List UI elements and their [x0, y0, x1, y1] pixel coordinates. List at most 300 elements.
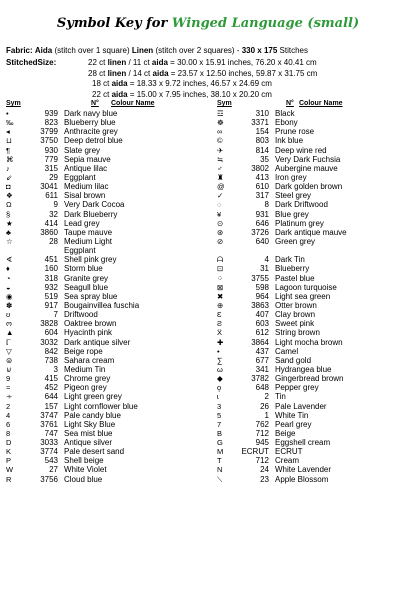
size-count: 28 ct [88, 68, 106, 78]
key-floss-number: 842 [44, 346, 58, 356]
key-row [6, 420, 206, 429]
key-symbol: ⇙ [6, 172, 13, 182]
key-row [217, 182, 412, 191]
key-floss-number: 3756 [40, 474, 58, 484]
stitched-size-label: StitchedSize: [6, 58, 57, 67]
key-colour-name: Black [275, 109, 295, 118]
key-floss-number: 8 [264, 200, 269, 210]
key-row [6, 328, 206, 337]
size-fab: aida [111, 89, 128, 99]
stitched-size-row [92, 79, 272, 89]
key-colour-name: Steel grey [275, 191, 312, 201]
key-floss-number: 712 [255, 456, 269, 466]
key-colour-name: Very Dark Fuchsia [275, 154, 341, 164]
key-symbol: Ƨ [217, 319, 223, 329]
key-floss-number: 3774 [40, 447, 58, 457]
key-symbol: Ω [6, 200, 12, 210]
key-symbol: ∻ [6, 392, 13, 402]
key-floss-number: 3864 [251, 337, 269, 347]
key-row [6, 155, 206, 164]
key-symbol: N [217, 465, 223, 475]
key-colour-name: Seagull blue [64, 282, 109, 292]
key-floss-number: 28 [49, 236, 58, 246]
key-colour-name: Cloud blue [64, 474, 103, 484]
key-colour-name: Platinum grey [275, 218, 324, 228]
key-colour-name: Blueberry [275, 264, 310, 274]
stitched-size-row [88, 69, 317, 79]
key-symbol: ᗩ [217, 255, 224, 265]
key-symbol: ◔ [6, 273, 11, 283]
key-symbol: Ẍ [217, 328, 223, 338]
size-mid: / 11 ct [128, 58, 150, 67]
key-symbol: ♜ [217, 172, 224, 182]
key-floss-number: 415 [44, 374, 58, 384]
key-symbol: 2 [6, 401, 11, 411]
key-symbol: ♦ [6, 264, 10, 274]
key-symbol: ✈ [217, 145, 224, 155]
key-colour-name: Shell pink grey [64, 255, 117, 265]
key-floss-number: 3863 [251, 300, 269, 310]
key-symbol: ⊔ [6, 136, 12, 146]
key-row [6, 411, 206, 420]
key-floss-number: 930 [44, 145, 58, 155]
key-floss-number: 3371 [251, 118, 269, 128]
key-row [6, 292, 206, 301]
key-row [6, 429, 206, 438]
size-mid: / 14 ct [128, 68, 151, 78]
key-row [6, 374, 206, 383]
key-symbol: ო [6, 319, 12, 329]
key-colour-name: Light Sky Blue [64, 419, 116, 429]
key-symbol: ✖ [217, 291, 224, 301]
key-floss-number: 315 [44, 163, 58, 173]
key-floss-number: 814 [255, 145, 269, 155]
key-floss-number: 413 [255, 172, 269, 182]
key-symbol: ◉ [6, 291, 13, 301]
key-row [217, 328, 412, 337]
key-row [217, 228, 412, 237]
key-colour-name: Otter brown [275, 300, 317, 310]
key-colour-name [275, 246, 412, 255]
key-colour-name: Sand gold [275, 355, 312, 365]
key-row [217, 246, 412, 255]
key-colour-name: Light cornflower blue [64, 401, 138, 411]
key-floss-number: 160 [44, 264, 58, 274]
size-fab: aida [111, 79, 128, 88]
key-row [217, 274, 412, 283]
key-colour-name: Bougainvillea fuschia [64, 300, 140, 310]
key-floss-number: 3782 [251, 374, 269, 384]
fabric-aida-note: (stitch over 1 square) [54, 46, 130, 55]
header-sym-left: Sym [6, 100, 21, 107]
key-colour-name: ECRUT [275, 447, 303, 457]
key-symbol: ∑ [217, 355, 223, 365]
key-row [217, 210, 412, 219]
key-symbol: ❖ [6, 191, 13, 201]
key-symbol: ✚ [217, 337, 224, 347]
key-floss-number: 964 [255, 291, 269, 301]
key-row [217, 356, 412, 365]
key-row [217, 475, 412, 484]
key-symbol: ≒ [217, 154, 224, 164]
key-floss-number: 543 [44, 456, 58, 466]
key-colour-name: Anthracite grey [64, 127, 118, 137]
key-colour-name: Medium Tin [64, 364, 106, 374]
key-colour-name: Camel [275, 346, 299, 356]
key-row [217, 465, 412, 474]
key-colour-name: Deep detrol blue [64, 136, 123, 146]
key-colour-name: Chrome grey [64, 374, 111, 384]
key-floss-number: 452 [44, 383, 58, 393]
size-fab: linen [107, 58, 127, 67]
key-symbol: ℾ [6, 337, 11, 347]
key-colour-name: Dark golden brown [275, 182, 343, 192]
header-name-left: Colour Name [111, 100, 155, 107]
key-floss-number: 157 [44, 401, 58, 411]
key-symbol: ≈ [6, 383, 11, 393]
key-colour-name: Sweet pink [275, 319, 315, 329]
fabric-label: Fabric: [6, 46, 33, 55]
key-row [6, 475, 206, 484]
key-row [6, 109, 206, 118]
key-row [6, 118, 206, 127]
key-symbol: ⊜ [6, 355, 13, 365]
key-colour-name: Pale desert sand [64, 447, 125, 457]
key-row [217, 283, 412, 292]
key-row [217, 301, 412, 310]
key-symbol: ǫ [217, 383, 222, 393]
key-row [217, 411, 412, 420]
key-floss-number: ECRUT [241, 447, 269, 457]
key-floss-number: 646 [255, 218, 269, 228]
key-floss-number: 823 [44, 118, 58, 128]
header-num-right: N° [286, 100, 294, 107]
key-symbol: ¶ [6, 145, 11, 155]
key-symbol: 8 [6, 428, 11, 438]
key-floss-number: 945 [255, 438, 269, 448]
key-floss-number: 1 [264, 410, 269, 420]
key-floss-number: 603 [255, 319, 269, 329]
stitch-count-label: Stitches [279, 46, 308, 55]
key-floss-number: 610 [255, 182, 269, 192]
key-colour-name: Light green grey [64, 392, 122, 402]
key-column-right [217, 109, 412, 484]
key-symbol: 3 [217, 401, 222, 411]
key-symbol: 9 [6, 374, 11, 384]
key-symbol: 4 [6, 410, 11, 420]
key-colour-name: Hydrangea blue [275, 364, 332, 374]
key-symbol: Ɛ [217, 310, 222, 320]
key-floss-number: 23 [260, 474, 269, 484]
key-floss-number: 648 [255, 383, 269, 393]
key-floss-number: 7 [53, 310, 58, 320]
key-symbol [6, 246, 26, 255]
key-symbol: G [217, 438, 223, 448]
key-floss-number: 779 [44, 154, 58, 164]
key-colour-name: Pale Lavender [275, 401, 327, 411]
key-colour-name: White Tin [275, 410, 309, 420]
key-colour-name: Blueberry blue [64, 118, 116, 128]
key-colour-name: Taupe mauve [64, 227, 113, 237]
size-fab2: aida [152, 68, 169, 78]
key-colour-name: Sea spray blue [64, 291, 118, 301]
key-row [6, 191, 206, 200]
key-symbol: 7 [217, 419, 222, 429]
key-colour-name: Hyacinth pink [64, 328, 113, 338]
key-floss-number: 3802 [251, 163, 269, 173]
key-symbol: ∢ [6, 255, 13, 265]
header-num-left: N° [91, 100, 99, 107]
key-floss-number: 451 [44, 255, 58, 265]
key-symbol: P [6, 456, 12, 466]
key-row [6, 465, 206, 474]
key-colour-name: Oaktree brown [64, 319, 117, 329]
stitched-size-row [92, 90, 272, 100]
key-colour-name: Storm blue [64, 264, 103, 274]
key-symbol: • [6, 109, 9, 118]
key-row [6, 383, 206, 392]
key-symbol: ⟍ [217, 474, 223, 484]
key-colour-name: Clay brown [275, 310, 316, 320]
size-dims: = 23.57 x 12.50 inches, 59.87 x 31.75 cm [170, 68, 318, 78]
key-floss-number: 3755 [251, 273, 269, 283]
key-row [6, 365, 206, 374]
key-symbol: @ [217, 182, 225, 192]
key-colour-name: Eggshell cream [275, 438, 331, 448]
stitch-count: 330 x 175 [241, 46, 278, 55]
key-colour-name: Antique lilac [64, 163, 108, 173]
key-colour-name: Shell beige [64, 456, 104, 466]
key-floss-number: 3033 [40, 438, 58, 448]
key-colour-name: Sisal brown [64, 191, 106, 201]
key-row [6, 402, 206, 411]
key-symbol: ω [217, 364, 223, 374]
key-row [217, 146, 412, 155]
key-floss-number: 310 [255, 109, 269, 118]
key-row [217, 191, 412, 200]
key-row [217, 127, 412, 136]
key-floss-number [237, 246, 275, 255]
key-colour-name: Slate grey [64, 145, 101, 155]
key-symbol: ⁘ [217, 273, 224, 283]
key-colour-name: Tin [275, 392, 286, 402]
key-floss-number: 598 [255, 282, 269, 292]
key-row [6, 164, 206, 173]
key-colour-name: Sahara cream [64, 355, 115, 365]
key-symbol: ⊍ [6, 364, 12, 374]
key-row [217, 155, 412, 164]
key-floss-number: 3799 [40, 127, 58, 137]
key-symbol: ɩ [217, 392, 219, 402]
key-floss-number: 803 [255, 136, 269, 146]
key-colour-name: Lead grey [64, 218, 100, 228]
key-symbol: ♣ [6, 227, 11, 237]
key-row [217, 456, 412, 465]
key-symbol: 6 [6, 419, 11, 429]
page-title [0, 15, 416, 31]
key-row [217, 264, 412, 273]
key-row [6, 200, 206, 209]
key-row [6, 447, 206, 456]
fabric-linen-note: (stitch over 2 squares) - [155, 46, 240, 55]
key-floss-number: 437 [255, 346, 269, 356]
key-symbol: ⊠ [217, 282, 224, 292]
key-floss-number: 32 [49, 209, 58, 219]
key-colour-name: Dark Tin [275, 255, 305, 265]
key-floss-number: 604 [44, 328, 58, 338]
key-floss-number: 644 [44, 392, 58, 402]
key-row [6, 219, 206, 228]
size-dims: = 30.00 x 15.91 inches, 76.20 x 40.41 cm [170, 58, 317, 67]
key-floss-number: 932 [44, 282, 58, 292]
key-floss-number: 939 [44, 109, 58, 118]
key-row [217, 338, 412, 347]
key-row [6, 136, 206, 145]
key-row [217, 383, 412, 392]
key-symbol: T [217, 456, 222, 466]
key-row [217, 438, 412, 447]
key-symbol: ⊙ [217, 218, 224, 228]
key-row [6, 182, 206, 191]
key-row [6, 246, 206, 255]
fabric-aida: Aida [34, 46, 53, 55]
key-colour-name: Ink blue [275, 136, 304, 146]
key-colour-name: Medium lilac [64, 182, 109, 192]
key-row [217, 319, 412, 328]
key-row [6, 127, 206, 136]
fabric-linen: Linen [131, 46, 154, 55]
key-floss-number: 519 [44, 291, 58, 301]
key-symbol: ◆ [217, 374, 223, 384]
key-symbol: B [217, 428, 223, 438]
key-colour-name: Granite grey [64, 273, 109, 283]
key-row [217, 109, 412, 118]
key-floss-number: 3860 [40, 227, 58, 237]
key-colour-name: Very Dark Cocoa [64, 200, 125, 210]
key-floss-number: 747 [44, 428, 58, 438]
key-colour-name: Beige [275, 428, 296, 438]
key-row [217, 173, 412, 182]
key-symbol: • [217, 346, 220, 356]
key-floss-number: 931 [255, 209, 269, 219]
key-colour-name: Prune rose [275, 127, 315, 137]
key-colour-name: Dark antique silver [64, 337, 131, 347]
key-floss-number: 3747 [40, 410, 58, 420]
key-colour-name: White Violet [64, 465, 107, 475]
key-colour-name: Cream [275, 456, 300, 466]
key-row [217, 292, 412, 301]
key-row [217, 136, 412, 145]
key-floss-number: 407 [255, 310, 269, 320]
key-row [217, 365, 412, 374]
key-row [6, 301, 206, 310]
key-floss-number [26, 246, 64, 255]
header-name-right: Colour Name [299, 100, 343, 107]
key-colour-name: Aubergine mauve [275, 163, 338, 173]
key-colour-name: Pigeon grey [64, 383, 107, 393]
key-colour-name: Ebony [275, 118, 298, 128]
key-floss-number: 738 [44, 355, 58, 365]
key-symbol: ☆ [6, 236, 13, 246]
key-symbol: ◂ [6, 127, 10, 137]
key-symbol: ▽ [6, 346, 12, 356]
key-symbol [217, 246, 237, 255]
key-symbol: ◌ [217, 200, 222, 210]
key-row [6, 356, 206, 365]
key-symbol: ★ [6, 218, 13, 228]
key-colour-name: Driftwood [64, 310, 98, 320]
key-floss-number: 612 [255, 328, 269, 338]
key-colour-name: Deep wine red [275, 145, 327, 155]
key-row [217, 392, 412, 401]
key-row [6, 338, 206, 347]
key-colour-name: Green grey [275, 236, 316, 246]
key-floss-number: 677 [255, 355, 269, 365]
key-colour-name: Sea mist blue [64, 428, 113, 438]
key-row [217, 118, 412, 127]
key-colour-name: Dark antique mauve [275, 227, 347, 237]
key-floss-number: 154 [255, 127, 269, 137]
key-floss-number: 2 [264, 392, 269, 402]
key-floss-number: 27 [49, 465, 58, 475]
key-floss-number: 3750 [40, 136, 58, 146]
key-colour-name: Pastel blue [275, 273, 315, 283]
key-symbol: ♂ [217, 163, 223, 173]
key-symbol: ‰ [6, 118, 14, 128]
key-symbol: ☲ [217, 109, 224, 118]
key-row [6, 173, 206, 182]
key-row [217, 164, 412, 173]
key-colour-name: Light mocha brown [275, 337, 343, 347]
key-colour-name: String brown [275, 328, 320, 338]
size-fab: linen [107, 68, 127, 78]
key-symbol: ⊡ [217, 264, 224, 274]
key-symbol: ∞ [217, 127, 223, 137]
key-symbol: ▲ [6, 328, 14, 338]
key-symbol: R [6, 474, 12, 484]
key-colour-name: Pepper grey [275, 383, 319, 393]
key-symbol: © [217, 136, 223, 146]
fabric-line [6, 46, 308, 56]
key-row [6, 310, 206, 319]
key-colour-name: Blue grey [275, 209, 309, 219]
key-symbol: ʊ [6, 310, 11, 320]
key-floss-number: 762 [255, 419, 269, 429]
key-symbol: ✓ [217, 191, 224, 201]
key-row [6, 255, 206, 264]
key-colour-name: Eggplant [64, 246, 96, 256]
key-floss-number: 712 [255, 428, 269, 438]
key-floss-number: 3041 [40, 182, 58, 192]
key-row [6, 283, 206, 292]
key-colour-name: Beige rope [64, 346, 103, 356]
key-floss-number: 611 [45, 191, 58, 201]
header-sym-right: Sym [217, 100, 232, 107]
key-symbol: ¥ [217, 209, 222, 219]
key-colour-name: Sepia mauve [64, 154, 111, 164]
key-row [6, 210, 206, 219]
key-row [217, 219, 412, 228]
key-row [217, 347, 412, 356]
key-row [6, 264, 206, 273]
stitched-size-row [88, 58, 317, 68]
key-colour-name: Eggplant [64, 172, 96, 182]
size-count: 22 ct [88, 58, 106, 67]
key-row [217, 237, 412, 246]
key-floss-number: 3761 [40, 419, 58, 429]
key-symbol: ✽ [6, 300, 13, 310]
key-floss-number: 318 [44, 273, 58, 283]
